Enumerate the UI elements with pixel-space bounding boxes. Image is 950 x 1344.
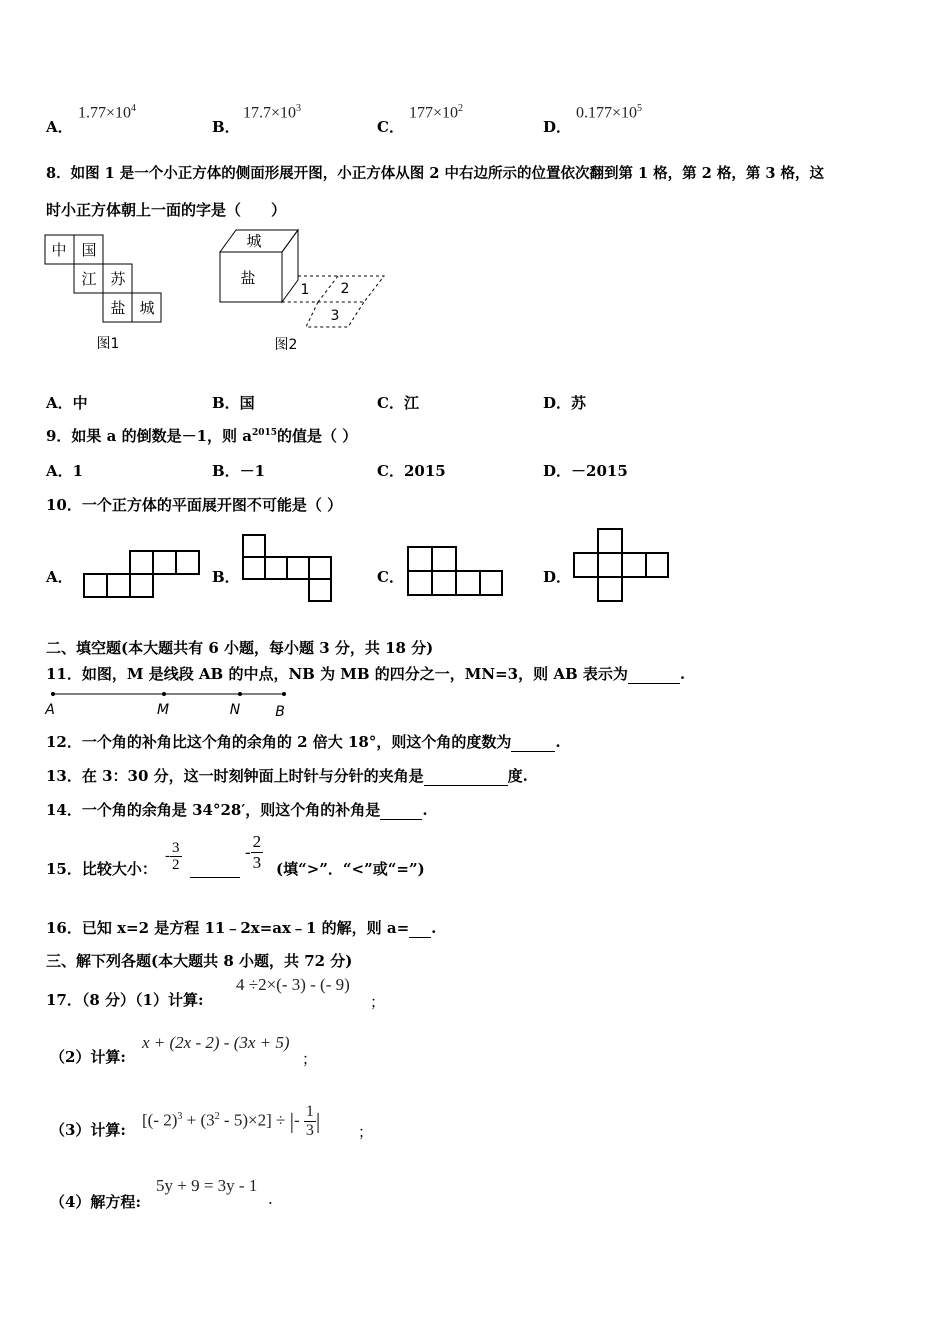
section-3-heading: 三、解下列各题(本大题共 8 小题，共 72 分) <box>46 952 353 970</box>
q17-part3-expression: [(- $2)^3 + (3^2 - 5)\times 2$] ÷ |- $\frac{1}{3}$ | <box>142 1103 321 1139</box>
q17-part1-expression: 4 ÷2×(- 3) - (- 9) <box>236 975 350 994</box>
net-cell-6: 城 <box>139 299 155 317</box>
q7-option-c-value: $177\times 10^2$ <box>409 103 464 122</box>
section-2-heading: 二、填空题(本大题共有 6 小题，每小题 3 分，共 18 分) <box>46 639 434 657</box>
q8-option-b: B．国 <box>212 394 255 412</box>
point-a: A <box>45 702 55 718</box>
q8-option-d: D．苏 <box>543 394 587 412</box>
q15-label: 15．比较大小： <box>46 860 157 878</box>
grid-cell-3: 3 <box>330 308 340 324</box>
q10-label-c: C． <box>377 568 404 586</box>
q7-option-c: C． <box>377 118 404 136</box>
q7-option-a-value: $1.77\times 10^4$ <box>78 103 137 122</box>
q10-stem: 10．一个正方体的平面展开图不可能是（ ） <box>46 496 343 514</box>
q9-option-a: A．1 <box>46 462 84 480</box>
net-cell-4: 苏 <box>110 270 126 288</box>
q8-option-a: A．中 <box>46 394 88 412</box>
q10-net-c <box>405 545 505 599</box>
q10-label-a: A． <box>46 568 73 586</box>
q7-option-d-value: $0.177\times 10^5$ <box>576 103 643 122</box>
figure2-caption: 图2 <box>274 337 298 353</box>
net-cell-1: 中 <box>51 241 67 259</box>
q11-stem: 11．如图，M 是线段 AB 的中点，NB 为 MB 的四分之一，MN=3，则 AB 表示为 . <box>46 665 686 683</box>
q17-part4-end: . <box>268 1190 273 1208</box>
q15-instruction: (填“>”．“<”或“=”) <box>276 860 425 878</box>
point-n: N <box>229 702 241 718</box>
q10-label-b: B． <box>212 568 240 586</box>
point-b: B <box>275 704 285 718</box>
q8-stem-line2: 时小正方体朝上一面的字是（ ） <box>46 201 287 219</box>
q17-part1-label: 17．（8 分）（1）计算: <box>46 991 204 1009</box>
q13-stem: 13．在 3：30 分，这一时刻钟面上时针与分针的夹角是 度. <box>46 767 528 785</box>
q8-option-c: C．江 <box>377 394 419 412</box>
net-cell-5: 盐 <box>110 299 126 317</box>
q10-net-a <box>82 548 202 602</box>
q12-stem: 12．一个角的补角比这个角的余角的 2 倍大 18°，则这个角的度数为 . <box>46 733 561 751</box>
net-cell-2: 国 <box>81 241 97 259</box>
cube-front-face: 盐 <box>240 269 256 287</box>
q9-stem: 9．如果 a 的倒数是－1，则 $a^{2015}$的值是（ ） <box>46 427 358 445</box>
q17-part4-expression: 5y + 9 = 3y - 1 <box>156 1176 258 1195</box>
q9-option-c: C．2015 <box>377 462 446 480</box>
q16-stem: 16．已知 x=2 是方程 11﹣2x=ax﹣1 的解，则 a= . <box>46 919 437 937</box>
net-cell-3: 江 <box>81 270 97 288</box>
q17-part2-expression: x + (2x - 2) - (3x + 5) <box>142 1033 290 1052</box>
grid-cell-1: 1 <box>300 282 310 298</box>
q8-stem-line1: 8．如图 1 是一个小正方体的侧面形展开图，小正方体从图 2 中右边所示的位置依次翻到第 1 格，第 2 格，第 3 格，这 <box>46 165 825 182</box>
figure1-caption: 图1 <box>96 336 120 352</box>
q11-segment-figure <box>44 688 294 718</box>
q15-fraction-2: - $\frac{2}{3}$ <box>245 832 262 872</box>
grid-cell-2: 2 <box>340 281 350 297</box>
q17-part4-label: （4）解方程: <box>50 1193 141 1211</box>
q17-part2-label: （2）计算: <box>50 1048 126 1066</box>
q15-answer-blank[interactable] <box>190 859 240 878</box>
q17-part3-label: （3）计算: <box>50 1121 126 1139</box>
q17-part1-end: ； <box>370 993 386 1011</box>
q10-label-d: D． <box>543 568 572 586</box>
q17-part3-end: ； <box>358 1123 374 1141</box>
q7-option-b: B． <box>212 118 240 136</box>
q8-figure1 <box>44 234 169 359</box>
q14-stem: 14．一个角的余角是 34°28′，则这个角的补角是 . <box>46 801 428 819</box>
q10-net-b <box>240 533 332 603</box>
q9-option-d: D．－2015 <box>543 462 628 480</box>
cube-top-face: 城 <box>246 232 262 250</box>
point-m: M <box>156 702 170 718</box>
q17-part2-end: ； <box>302 1050 318 1068</box>
q7-option-d: D． <box>543 118 572 136</box>
q15-fraction-1: - $\frac{3}{2}$ <box>165 840 180 873</box>
q7-option-b-value: $17.7\times 10^3$ <box>243 103 302 122</box>
q9-option-b: B．－1 <box>212 462 266 480</box>
q8-figure2 <box>214 226 394 361</box>
q7-option-a: A． <box>46 118 73 136</box>
q10-net-d <box>572 527 670 603</box>
